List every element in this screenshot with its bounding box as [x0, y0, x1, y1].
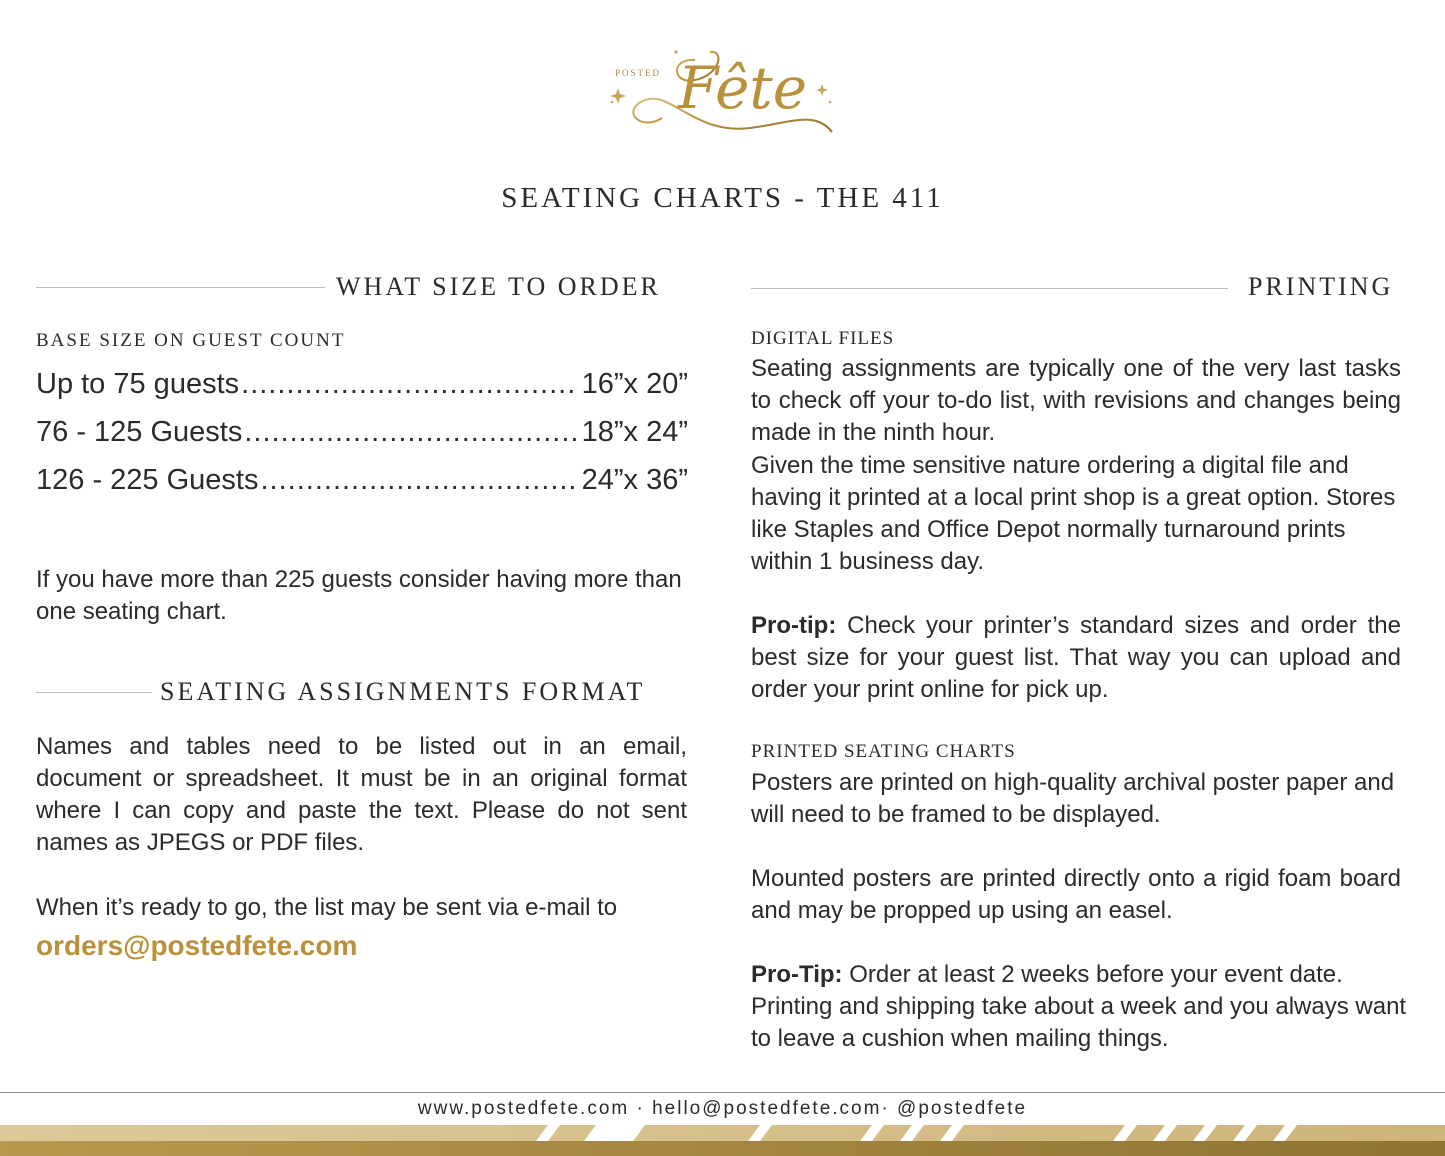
printing-heading: PRINTING [1248, 272, 1394, 301]
size-row-size: 16”x 20” [581, 368, 688, 400]
footer-divider [0, 1092, 1445, 1093]
orders-email-link[interactable]: orders@postedfete.com [36, 930, 358, 961]
printed-text-2: Mounted posters are printed directly onto a rigid foam board and may be propped up using an easel. [751, 865, 1401, 924]
logo-script-text: Fête [678, 54, 808, 122]
digital-text-2: Given the time sensitive nature ordering a digital file and having it printed at a local print shop is a great option. Stores like Staples and Office Depot normally turnaround prints within 1 business day. [751, 452, 1396, 575]
size-row-label: 126 - 225 Guests [36, 464, 259, 496]
protip-1-label: Pro-tip: [751, 612, 837, 639]
size-row-leader [244, 416, 577, 449]
protip-1-text: Check your printer’s standard sizes and order the best size for your guest list. That way you can upload and order your print online for pick up. [751, 612, 1401, 703]
size-row-leader [260, 464, 577, 497]
format-heading: SEATING ASSIGNMENTS FORMAT [160, 677, 646, 706]
digital-files-heading: DIGITAL FILES [751, 328, 895, 349]
format-text: Names and tables need to be listed out in an email, document or spreadsheet. It must be in an original format where I can copy and paste the text. Please do not sent names as JPEGS or PDF files. [36, 733, 687, 856]
brand-logo [600, 40, 845, 150]
protip-2 [751, 959, 1411, 1055]
size-heading-rule [36, 287, 325, 288]
size-row-size: 18”x 24” [581, 416, 688, 448]
size-row-leader [241, 368, 577, 401]
size-row-125 [36, 416, 688, 449]
over-225-note: If you have more than 225 guests consider having more than one seating chart. [36, 566, 682, 625]
size-heading: WHAT SIZE TO ORDER [336, 272, 661, 301]
protip-1 [751, 610, 1401, 706]
footer-decorative-band [0, 1125, 1445, 1156]
size-row-size: 24”x 36” [581, 464, 688, 496]
send-text: When it’s ready to go, the list may be sent via e-mail to [36, 894, 618, 921]
size-row-label: Up to 75 guests [36, 368, 240, 400]
size-subheading: BASE SIZE ON GUEST COUNT [36, 330, 346, 351]
printing-heading-rule [751, 288, 1228, 289]
size-row-label: 76 - 125 Guests [36, 416, 243, 448]
footer-contact: www.postedfete.com · hello@postedfete.com· @postedfete [417, 1098, 1028, 1119]
size-row-75 [36, 368, 688, 401]
page-title: SEATING CHARTS - THE 411 [501, 182, 944, 214]
protip-2-text: Order at least 2 weeks before your event date. Printing and shipping take about a week and you always want to leave a cushion when mailing things. [751, 961, 1407, 1052]
logo-small-text: POSTED [615, 68, 662, 78]
format-heading-rule [36, 692, 152, 693]
protip-2-label: Pro-Tip: [751, 961, 843, 988]
printed-text-1: Posters are printed on high-quality archival poster paper and will need to be framed to be displayed. [751, 769, 1395, 828]
digital-text-1: Seating assignments are typically one of the very last tasks to check off your to-do list, with revisions and changes being made in the ninth hour. [751, 355, 1401, 446]
printed-charts-heading: PRINTED SEATING CHARTS [751, 741, 1016, 762]
size-row-225 [36, 464, 688, 497]
